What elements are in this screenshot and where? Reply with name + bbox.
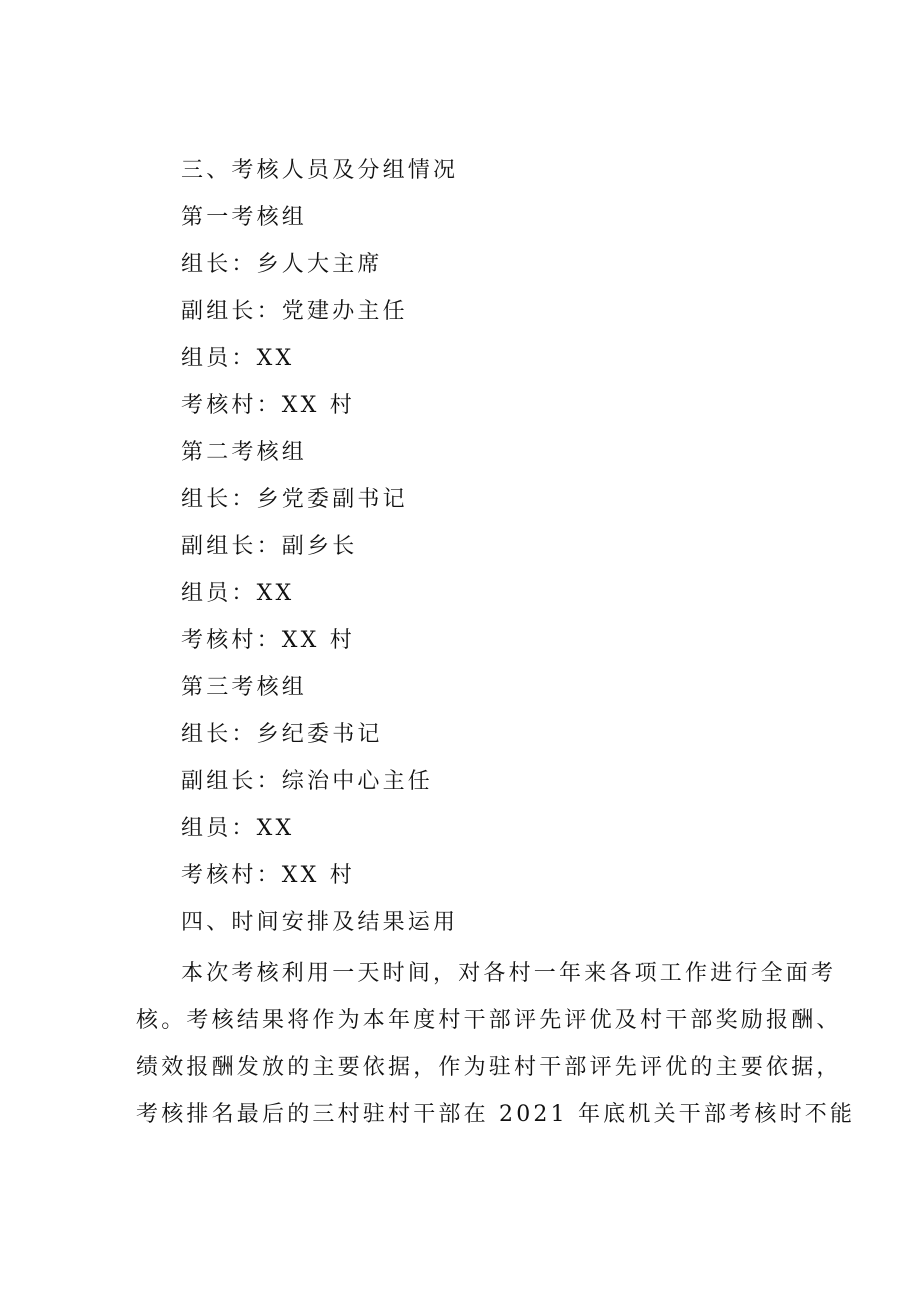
paragraph-line-3: 绩效报酬发放的主要依据，作为驻村干部评先评优的主要依据， <box>136 1055 842 1080</box>
group-3-members: 组员：XX <box>181 816 295 841</box>
paragraph-line-1: 本次考核利用一天时间，对各村一年来各项工作进行全面考 <box>181 961 837 986</box>
group-2-members: 组员：XX <box>181 581 295 606</box>
group-1-leader: 组长：乡人大主席 <box>181 252 383 277</box>
group-1-members: 组员：XX <box>181 346 295 371</box>
paragraph-line-2: 核。考核结果将作为本年度村干部评先评优及村干部奖励报酬、 <box>136 1008 842 1033</box>
group-3-deputy-leader: 副组长：综治中心主任 <box>181 769 434 794</box>
group-3-leader: 组长：乡纪委书记 <box>181 722 383 747</box>
group-2-title: 第二考核组 <box>181 440 308 465</box>
body-paragraph <box>136 950 856 1138</box>
section-heading-4: 四、时间安排及结果运用 <box>181 910 459 935</box>
group-3-village: 考核村：XX 村 <box>181 863 355 888</box>
group-2-deputy-leader: 副组长：副乡长 <box>181 534 358 559</box>
section-heading-3: 三、考核人员及分组情况 <box>181 158 459 183</box>
group-1-title: 第一考核组 <box>181 205 308 230</box>
group-2-village: 考核村：XX 村 <box>181 628 355 653</box>
group-1-deputy-leader: 副组长：党建办主任 <box>181 299 408 324</box>
group-1-village: 考核村：XX 村 <box>181 393 355 418</box>
paragraph-line-4: 考核排名最后的三村驻村干部在 2021 年底机关干部考核时不能 <box>136 1102 856 1127</box>
group-3-title: 第三考核组 <box>181 675 308 700</box>
group-2-leader: 组长：乡党委副书记 <box>181 487 408 512</box>
